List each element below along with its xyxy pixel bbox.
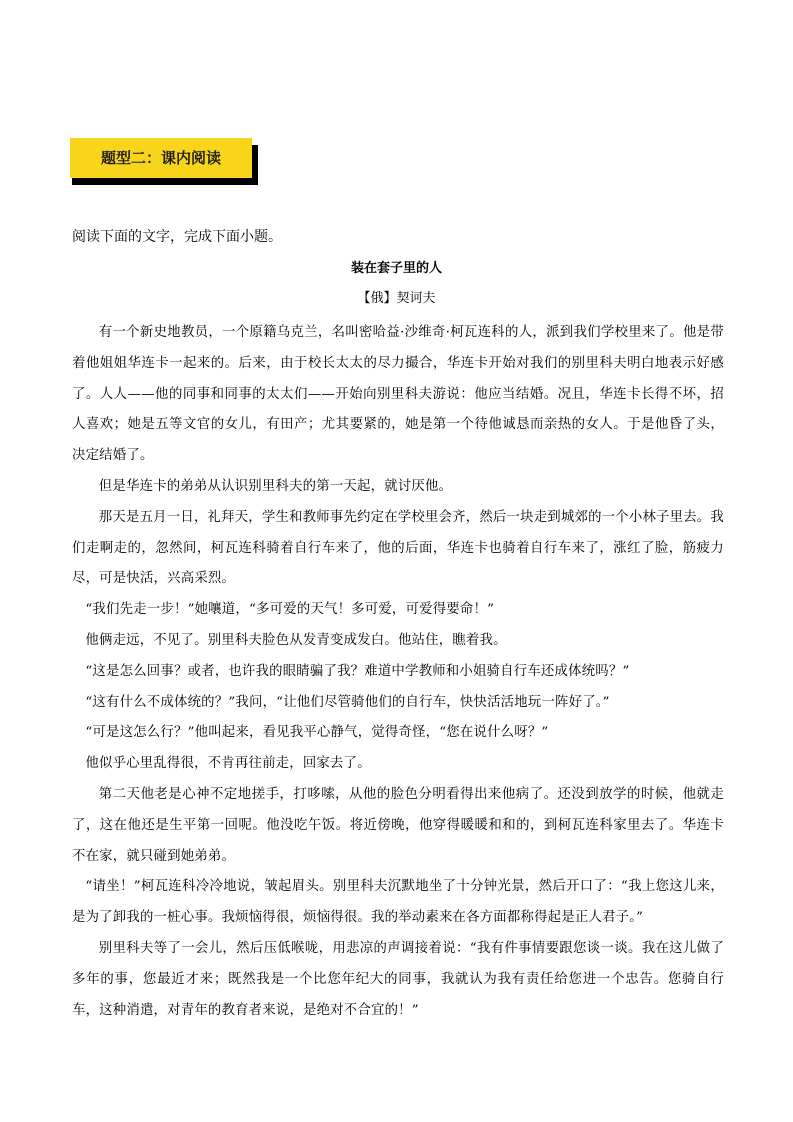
section-title: 题型二：课内阅读 (100, 149, 221, 167)
article-title: 装在套子里的人 (350, 261, 442, 276)
paragraph: 他俩走远，不见了。别里科夫脸色从发青变成发白。他站住，瞧着我。 (85, 632, 507, 648)
paragraph: 别里科夫等了一会儿，然后压低喉咙，用悲凉的声调接着说：“我有件事情要跟您谈一谈。我在这儿做了多年的事，您最近才来；既然我是一个比您年纪大的同事，我就认为我有责任给您进一个忠告。您骑自行车，这种消遣，对青年的教育者来说，是绝对不合宜的！” (72, 940, 724, 1018)
section-banner (70, 138, 258, 186)
paragraph: “我们先走一步！”她嚷道，“多可爱的天气！多可爱，可爱得要命！” (85, 602, 495, 618)
paragraph: “这是怎么回事？或者，也许我的眼睛骗了我？难道中学教师和小姐骑自行车还成体统吗？” (85, 663, 630, 679)
question-instruction: 阅读下面的文字，完成下面小题。 (72, 229, 282, 245)
paragraph: 有一个新史地教员，一个原籍乌克兰，名叫密哈益·沙维奇·柯瓦连科的人，派到我们学校里来了。他是带着他姐姐华连卡一起来的。后来，由于校长太太的尽力撮合，华连卡开始对我们的别里科夫明白地表示好感了。人人——他的同事和同事的太太们——开始向别里科夫游说：他应当结婚。况且，华连卡长得不坏，招人喜欢；她是五等文官的女儿，有田产；尤其要紧的，她是第一个待他诚恳而亲热的女人。于是他昏了头，决定结婚了。 (72, 325, 724, 464)
article-author: 【俄】契诃夫 (357, 291, 436, 306)
paragraph: “可是这怎么行？”他叫起来，看见我平心静气，觉得奇怪，“您在说什么呀？” (85, 725, 549, 741)
article-body (72, 318, 724, 1026)
paragraph: 第二天他老是心神不定地搓手，打哆嗦，从他的脸色分明看得出来他病了。还没到放学的时候，他就走了，这在他还是生平第一回呢。他没吃午饭。将近傍晚，他穿得暖暖和和的，到柯瓦连科家里去了。华连卡不在家，就只碰到她弟弟。 (72, 786, 724, 864)
paragraph: 但是华连卡的弟弟从认识别里科夫的第一天起，就讨厌他。 (98, 478, 453, 494)
paragraph: “请坐！”柯瓦连科冷冷地说，皱起眉头。别里科夫沉默地坐了十分钟光景，然后开口了：“我上您这儿来，是为了卸我的一桩心事。我烦恼得很，烦恼得很。我的举动素来在各方面都称得起是正人君子。” (72, 879, 724, 926)
paragraph: 他似乎心里乱得很，不肯再往前走，回家去了。 (85, 756, 371, 772)
paragraph: 那天是五月一日，礼拜天，学生和教师事先约定在学校里会齐，然后一块走到城郊的一个小林子里去。我们走啊走的，忽然间，柯瓦连科骑着自行车来了，他的后面，华连卡也骑着自行车来了，涨红了脸，筋疲力尽，可是快活，兴高采烈。 (72, 509, 724, 587)
paragraph: “这有什么不成体统的？”我问，“让他们尽管骑他们的自行车，快快活活地玩一阵好了。” (85, 694, 610, 710)
